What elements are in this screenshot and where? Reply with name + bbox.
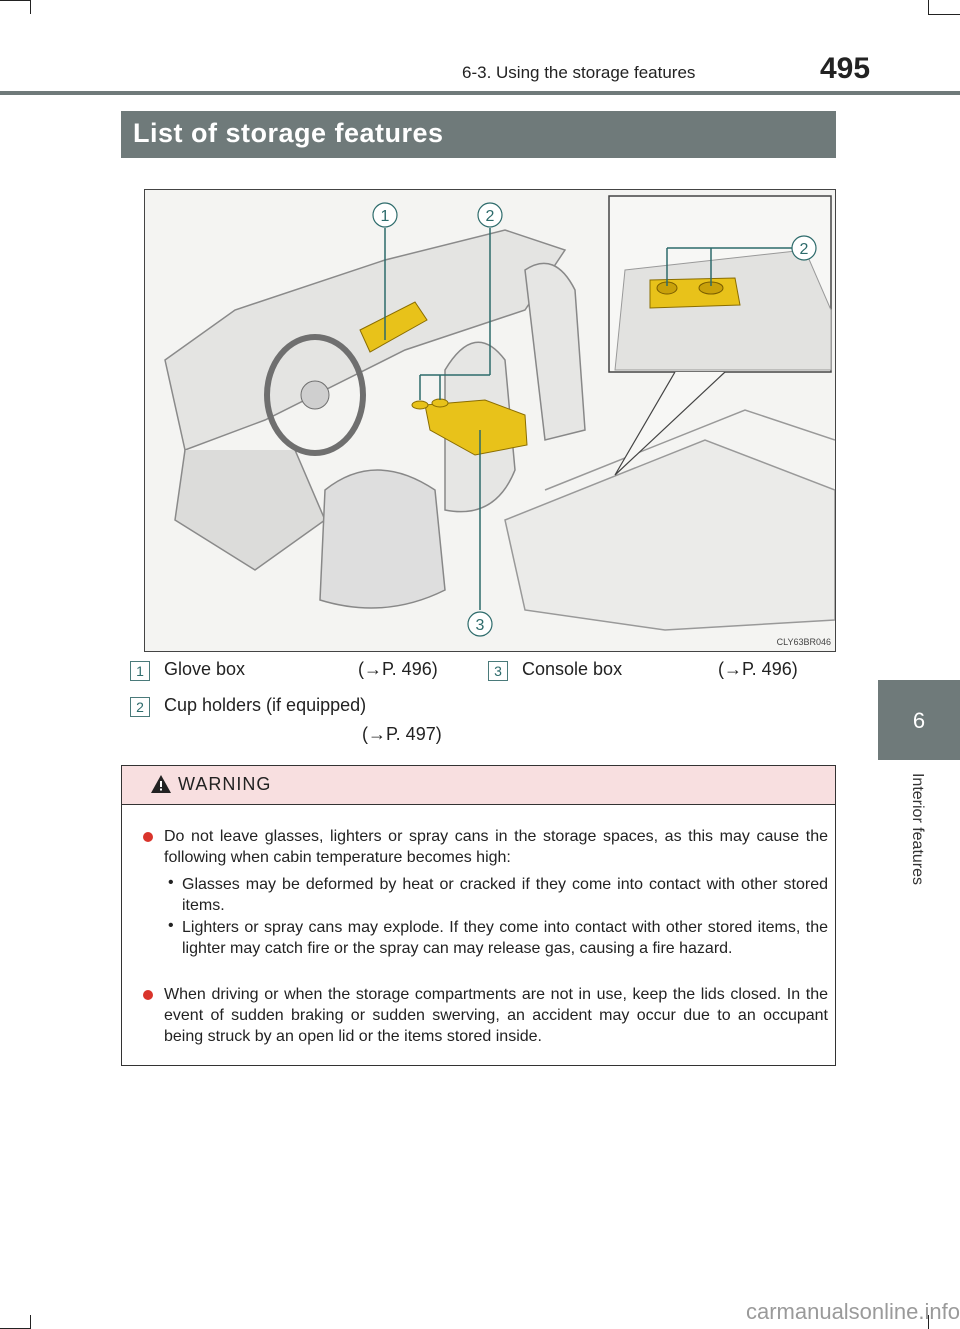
svg-text:3: 3: [475, 617, 485, 634]
section-title-bar: [121, 111, 836, 158]
section-heading: 6-3. Using the storage features: [462, 63, 696, 82]
page-title: List of storage features: [133, 118, 444, 148]
page-number: 495: [820, 52, 871, 85]
header-rule: [0, 91, 960, 95]
watermark: carmanualsonline.info: [745, 1299, 960, 1324]
sub-bullet-icon: •: [168, 874, 174, 891]
legend-label-console-box: Console box: [522, 659, 623, 679]
crop-mark: [928, 14, 960, 15]
legend-number: 1: [130, 661, 150, 681]
chapter-number: 6: [912, 708, 926, 733]
legend-ref-glove-box: (→P. 496): [358, 659, 438, 679]
warning-item: When driving or when the storage compartments are not in use, keep the lids closed. In the event of sudden braking or sudden swerving, an accident may occur due to an occupant being struck by an open lid or the items stored inside.: [164, 986, 828, 1045]
car-interior-drawing: [145, 190, 835, 651]
warning-item: Do not leave glasses, lighters or spray cans in the storage spaces, as this may cause the following when cabin temperature becomes high:: [164, 828, 828, 866]
crop-mark: [30, 0, 31, 14]
legend-ref-console-box: (→P. 496): [718, 659, 798, 679]
warning-triangle-icon: [150, 774, 172, 794]
storage-illustration: [144, 189, 836, 652]
sub-bullet-icon: •: [168, 917, 174, 934]
warning-header: [122, 766, 835, 805]
red-bullet-icon: [143, 990, 153, 1000]
crop-mark: [928, 0, 929, 14]
warning-subitem: Glasses may be deformed by heat or cracked if they come into contact with other stored items.: [182, 876, 828, 914]
legend-number: 3: [488, 661, 508, 681]
svg-text:1: 1: [380, 208, 390, 225]
legend-label-cup-holders: Cup holders (if equipped): [164, 695, 367, 715]
crop-mark: [30, 1315, 31, 1329]
legend-ref-cup-holders: (→P. 497): [362, 724, 442, 744]
svg-text:2: 2: [485, 208, 495, 225]
svg-text:2: 2: [799, 241, 809, 258]
warning-box: [121, 765, 836, 1066]
illustration-code: CLY63BR046: [776, 637, 831, 647]
legend-number: 2: [130, 697, 150, 717]
chapter-tab: [878, 680, 960, 760]
warning-subitem: Lighters or spray cans may explode. If they come into contact with other stored items, the lighter may catch fire or the spray can may release gas, causing a fire hazard.: [182, 919, 828, 957]
legend-label-glove-box: Glove box: [164, 659, 246, 679]
chapter-title: Interior features: [909, 772, 926, 886]
crop-mark: [0, 0, 30, 1]
red-bullet-icon: [143, 832, 153, 842]
warning-heading: WARNING: [178, 774, 272, 794]
